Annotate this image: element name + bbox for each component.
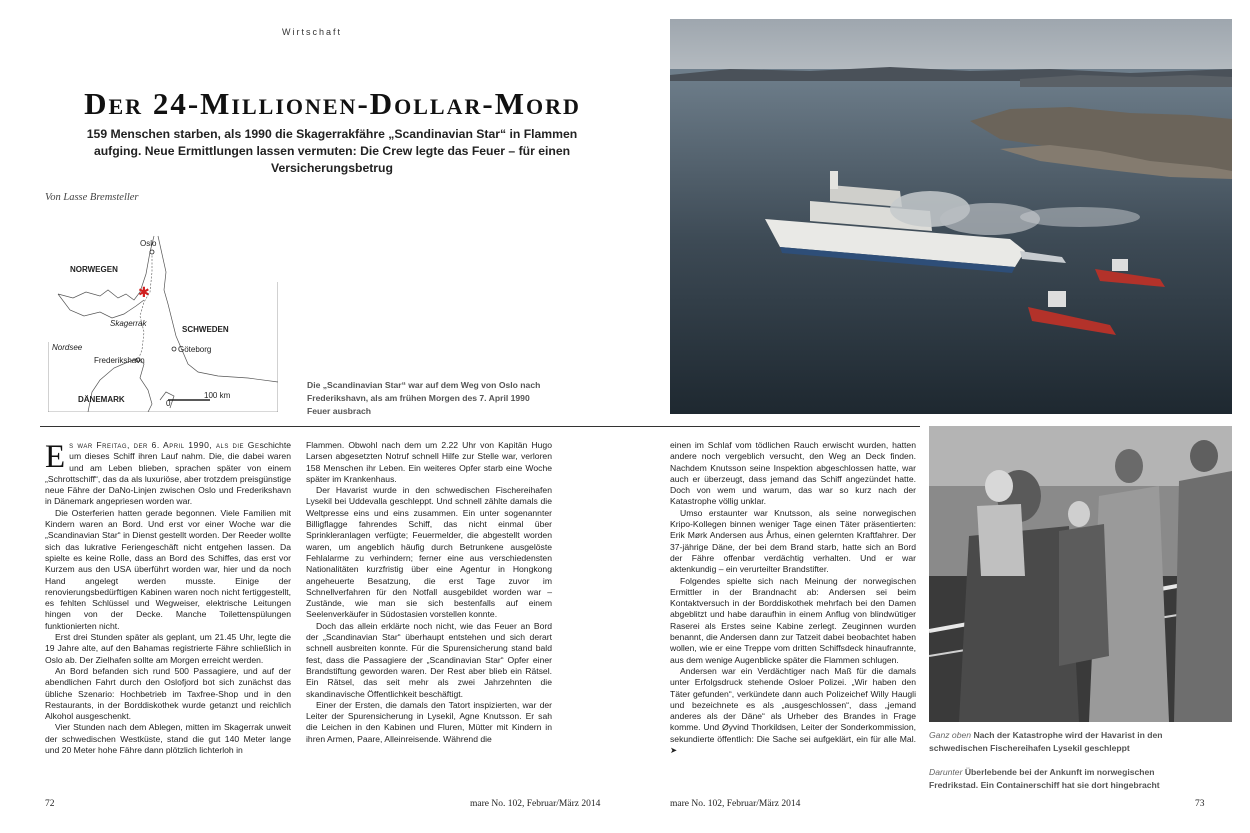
page-number-left: 72 [45,799,55,809]
body-paragraph: Flammen. Obwohl nach dem um 2.22 Uhr von Kapitän Hugo Larsen abgesetzten Notruf schnell Hilfe zur Stelle war, verloren 158 Menschen ihr Leben. Ein weiteres Opfer starb eine Woche später im Krankenhaus. [306,440,552,484]
caption-lead: Ganz oben [929,730,972,740]
main-photo-caption: Die „Scandinavian Star“ war auf dem Weg von Oslo nach Frederikshavn, als am frühen Morgen des 7. April 1990 Feuer ausbrach [307,380,541,416]
body-column-3 [670,440,916,756]
headline: Der 24-Millionen-Dollar-Mord [84,86,581,121]
page-number-right: 73 [1195,799,1205,809]
sweden-coast [158,236,278,382]
body-paragraph: Der Havarist wurde in den schwedischen Fischereihafen Lysekil bei Uddevalla geschleppt. Und schnell zählte damals die Weltpresse eins und eins zusammen. Ein unter sogenannter Billigflagge fahrendes Schiff, das nicht einmal über Sprinkleranlagen verfügte; Feuermelder, die abgestellt worden waren, um angeblich häufig durch Betrunkene ausgelöste Fehlalarme zu verhindern; ferner eine aus verschiedensten Nationalitäten kurzfristig über eine Agentur in Hongkong angeheuerte Besatzung, die erst Tage zuvor im Schnellverfahren für den Notfall ausgebildet worden war – Zustände, wie man sie sich bestenfalls auf einem Seelenverkäufer in Südostasien vorstellen konnte. [306,485,552,620]
side-caption-top [929,729,1169,754]
section-label: Wirtschaft [282,27,343,37]
body-paragraph: Folgendes spielte sich nach Meinung der norwegischen Ermittler in der Brandnacht ab: Andersen sei beim Kontaktversuch in der Borddiskothek mehrfach bei den Damen abgeblitzt und habe daraufhin in einem Anflug von blindwütiger Raserei als Erstes seine Kabine zerlegt. Zeuginnen wurden benannt, die Andersen dann zur Tatzeit dabei beobachtet haben wollen, wie er eine Treppe vom dritten Schiffsdeck hinaufrannte, aus dem wenige Augenblicke später die Flammen schlugen. [670,575,916,665]
caption-lead: Darunter [929,767,963,777]
body-column-2 [306,440,552,745]
norwegen-label: NORWEGEN [70,265,118,274]
body-column-1 [45,440,291,756]
danemark-label: DÄNEMARK [78,395,125,404]
section-rule [40,426,920,427]
route-map [48,232,278,412]
body-paragraph: Doch das allein erklärte noch nicht, wie das Feuer an Bord der „Scandinavian Star“ überhaupt entstehen und sich derart schnell ausbreiten konnte. Für die Spurensicherung stand bald fest, dass die Passagiere der „Scandinavian Star“ Opfer einer Brandstiftung geworden waren. Der Rest aber blieb ein Rätsel. Ein Rätsel, das seit mehr als zwei Jahrzehnten die skandinavische Öffentlichkeit beschäftigt. [306,620,552,699]
schweden-label: SCHWEDEN [182,325,229,334]
ferry-photo [670,19,1232,414]
magazine-info-right: mare No. 102, Februar/März 2014 [670,799,801,809]
oslo-label: Oslo [140,239,157,248]
body-paragraph: Andersen war ein Verdächtiger nach Maß für die damals unter Erfolgsdruck stehende Osloer Polizei. „Wir haben den Täter gefunden“, verkündete dann auch Polizeichef Willy Haugli und bezeichnete es als „ausgeschlossen“, dass „jemand anderes als der Däne“ als Urheber des Brandes in Frage komme. Und Øyvind Thorkildsen, Leiter der Sonderkommission, sekundierte öffentlich: Die Sache sei aufgeklärt, ein für alle Mal. ➤ [670,665,916,756]
dek: 159 Menschen starben, als 1990 die Skagerrakfähre „Scandinavian Star“ in Flammen aufging. Neue Ermittlungen lassen vermuten: Die Crew legte das Feuer – für einen Versicherungsbetrug [86,127,578,175]
nordsee-label: Nordsee [52,343,83,352]
body-paragraph: Erst drei Stunden später als geplant, um 21.45 Uhr, legte die 19 Jahre alte, auf den Bahamas registrierte Fähre schließlich in Oslo ab. Der Zielhafen sollte am Morgen erreicht werden. [45,632,291,665]
scale-km: 100 km [204,391,231,400]
norway-coast [58,236,154,318]
oslo-dot [150,250,154,254]
survivors-photo [929,426,1232,722]
body-paragraph: Vier Stunden nach dem Ablegen, mitten im Skagerrak unweit der schwedischen Westküste, stand die gut 140 Meter lange und 20 Meter hohe Fähre dann plötzlich lichterloh in [45,722,291,756]
byline: Von Lasse Bremsteller [45,192,139,203]
drop-cap: E [45,439,66,475]
skagerrak-label: Skagerrak [110,319,147,328]
side-caption-bottom [929,766,1169,791]
lead-in: s war Freitag, der 6. April 1990, als die Ge [69,440,260,450]
body-paragraph: An Bord befanden sich rund 500 Passagiere, und auf der abendlichen Fahrt durch den Oslofjord bot sich zunächst das übliche Szenario: Hochbetrieb im Taxfree-Shop und in den Restaurants, in der Borddiskothek wurde getanzt und reichlich Alkohol ausgeschenkt. [45,665,291,722]
body-paragraph: einen im Schlaf vom tödlichen Rauch erwischt wurden, hatten andere noch vergeblich versucht, den Weg an Deck finden. Nachdem Knutsson seine Inspektion abgeschlossen hatte, war auch er überzeugt, dass jemand das Schiff angezündet hatte. Doch von wem und warum, das war so kurz nach der Katastrophe völlig unklar. [670,440,916,507]
goteborg-dot [172,347,176,351]
body-paragraph: Umso erstaunter war Knutsson, als seine norwegischen Kripo-Kollegen binnen weniger Tage einen Täter präsentierten: Erik Mørk Andersen aus Århus, einen gelernten Kraftfahrer. Der 37-jährige Däne, der bei dem Brand starb, hatte sich an Bord der Fähre offenbar verdächtig verhalten. Und er war aktenkundig – ein verurteilter Brandstifter. [670,507,916,575]
magazine-info-left: mare No. 102, Februar/März 2014 [470,799,601,809]
scale-zero: 0 [166,399,171,408]
ferry-route [138,252,152,360]
caption-text: Nach der Katastrophe wird der Havarist in den schwedischen Fischereihafen Lysekil geschleppt [929,730,1163,753]
frederikshavn-label: Frederikshavn [94,356,145,365]
fire-location-marker: ✱ [138,285,150,301]
body-paragraph: Einer der Ersten, die damals den Tatort inspizierten, war der Leiter der Spurensicherung in Lysekil, Agne Knutsson. Er sah die Leichen in den Kabinen und Fluren, Mütter mit Kindern in ihren Armen, Paare, Alleinreisende. Während die [306,699,552,744]
goteborg-label: Göteborg [178,345,212,354]
paragraph-text: schichte um dieses Schiff ihren Lauf nahm. Die, die dabei waren und am Leben blieben, sprachen später von einem „Schrottschiff“, das da als luxuriöse, aber trotzdem preisgünstige neue Fähre der DaNo-Linjen zwischen Oslo und Frederikshavn in Dänemark angepriesen worden war. [45,440,291,507]
body-paragraph: Die Osterferien hatten gerade begonnen. Viele Familien mit Kindern waren an Bord. Und erst vor einer Woche war die „Scandinavian Star“ in Dienst gestellt worden. Der Reeder wollte sich das lukrative Feriengeschäft nicht entgehen lassen. Da spielte es keine Rolle, dass an Bord des Schiffes, das erst vor Kurzem aus den USA überführt worden war, hier und da noch Hand angelegt werden musste. Einige der renovierungsbedürftigen Kabinen waren noch nicht fertiggestellt, es fehlten Schlüssel und Wegweiser, elektrische Leitungen hingen von der Decke. Manche Toilettenspülungen funktionierten nicht. [45,507,291,631]
caption-text: Überlebende bei der Ankunft im norwegischen Fredrikstad. Ein Containerschiff hat sie dort hingebracht [929,767,1160,790]
body-paragraph [45,440,291,508]
